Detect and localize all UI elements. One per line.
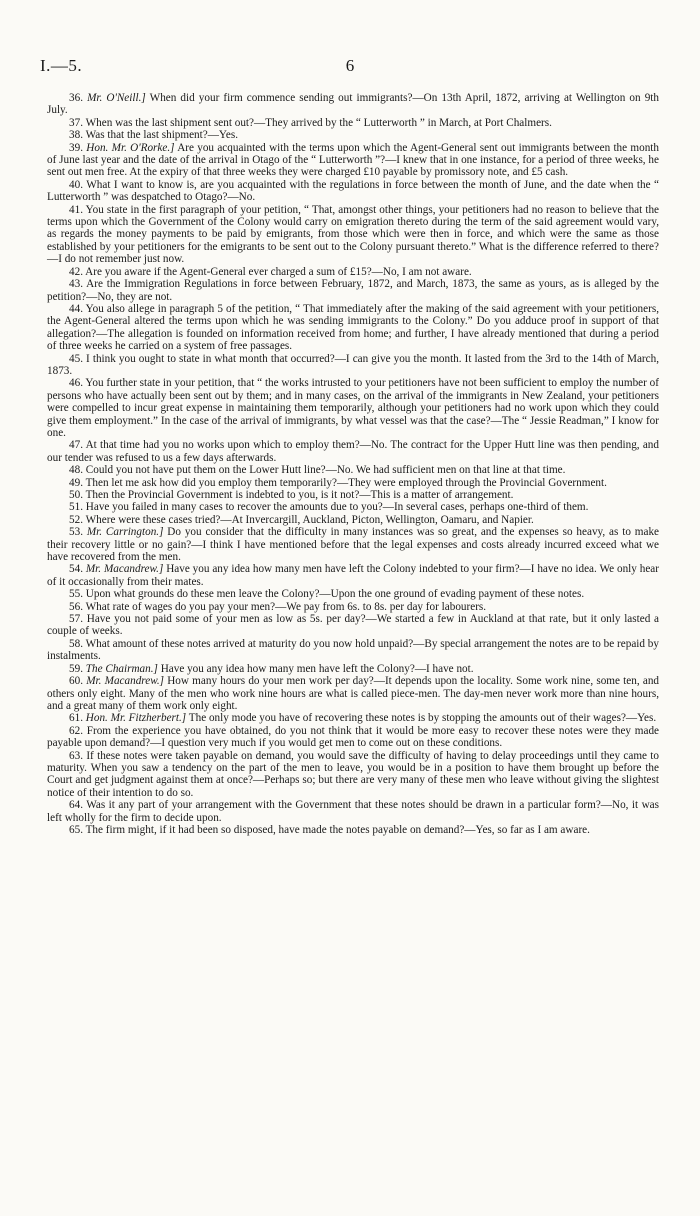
speaker-name: Hon. Mr. O'Rorke.] [86,141,175,154]
question-paragraph [47,725,659,750]
question-paragraph [47,92,659,117]
question-text: From the experience you have obtained, do you not think that it would be more easy to recover these notes were they made payable upon demand?—I question very much if you would get men to come out on these conditions. [47,724,659,750]
document-id: I.—5. [40,56,83,75]
question-text: You further state in your petition, that “ the works intrusted to your petitioners have not been sufficient to employ the number of persons who have actually been sent out by them; and in many cases, on the arrival of the immigrants in New Zealand, your petitioners were compelled to incur great expense in maintaining them temporarily, although your petitioners had no work upon which they could give them employment.” In the case of the arrival of immigrants, by what vessel was that the case?—The “ Jessie Readman,” I know for one. [47,377,659,439]
question-number: 61. [69,712,83,725]
question-text: Have you not paid some of your men as low as 5s. per day?—We started a few in Auckland at that rate, but it only lasted a couple of weeks. [47,613,659,638]
question-paragraph [47,179,659,204]
question-text: What I want to know is, are you acquainted with the regulations in force between the month of June, and the date when the “ Lutterworth ” was despatched to Otago?—No. [47,178,659,204]
question-number: 37. [69,116,83,129]
question-text: Have you any idea how many men have left the Colony indebted to your firm?—I have no idea. We only hear of it occasionally from their mates. [47,563,659,588]
question-number: 49. [69,476,83,489]
question-paragraph [47,824,659,836]
question-text: What amount of these notes arrived at maturity do you now hold unpaid?—By special arrangement the notes are to be repaid by instalments. [47,637,659,663]
question-number: 50. [69,489,83,501]
speaker-name: Mr. Macandrew.] [85,563,164,576]
question-text: Then let me ask how did you employ them temporarily?—They were employed through the Provincial Government. [85,476,607,489]
question-text: You state in the first paragraph of your petition, “ That, amongst other things, your petitioners had no reason to believe that the terms upon which the Government of the Colony would carry on emigration thereto during the term of the said agreement would vary, as regards the money payments to be paid by emigrants, from those which were then in force, and which were the same as those established by your petitioners for the emigrants to be sent out to the Colony pursuant thereto.” What is the difference referred to there?—I do not remember just now. [47,203,660,266]
question-paragraph [47,489,659,501]
speaker-name: Mr. Macandrew.] [86,675,164,688]
question-number: 46. [69,377,83,390]
question-text: Are the Immigration Regulations in force between February, 1872, and March, 1873, the same as yours, as is alleged by the petition?—No, they are not. [47,278,659,303]
question-number: 51. [69,501,83,514]
question-paragraph [47,278,659,303]
question-number: 56. [69,600,83,613]
question-text: Was that the last shipment?—Yes. [85,129,238,142]
question-paragraph [47,613,659,638]
question-paragraph [47,514,659,526]
question-text: Where were these cases tried?—At Invercargill, Auckland, Picton, Wellington, Oamaru, and Napier. [85,513,534,526]
question-text: Was it any part of your arrangement with the Government that these notes should be drawn in a particular form?—No, it was left wholly for the firm to decide upon. [47,799,659,824]
question-paragraph [47,129,659,141]
question-paragraph [47,439,659,464]
minutes-of-evidence [47,92,659,836]
question-paragraph [47,638,659,663]
question-number: 36. [69,92,83,104]
question-number: 64. [69,799,83,812]
question-number: 57. [69,613,83,626]
question-text: I think you ought to state in what month that occurred?—I can give you the month. It lasted from the 3rd to the 14th of March, 1873. [47,352,660,377]
question-text: At that time had you no works upon which to employ them?—No. The contract for the Upper Hutt line was then pending, and our tender was refused to us a few days afterwards. [47,439,659,464]
question-number: 39. [69,141,83,154]
question-text: If these notes were taken payable on demand, you would save the difficulty of having to delay proceedings until they came to maturity. When you saw a tendency on the part of the men to leave, you would be in a position to have them brought up before the Court and get judgment against them at once?—Perhaps so; but there are very many of these men who leave without giving the slightest notice of their intention to do so. [47,749,660,799]
speaker-name: The Chairman.] [85,662,158,675]
question-number: 54. [69,563,83,576]
question-number: 58. [69,637,83,650]
question-text: When did your firm commence sending out immigrants?—On 13th April, 1872, arriving at Wellington on 9th July. [47,92,659,117]
question-number: 53. [69,526,83,539]
question-paragraph [47,501,659,513]
question-number: 65. [69,823,83,836]
question-paragraph [47,675,659,712]
question-number: 47. [69,439,83,452]
question-number: 63. [69,749,83,762]
question-number: 44. [69,302,83,315]
question-paragraph [47,477,659,489]
question-paragraph [47,266,659,278]
question-number: 43. [69,278,83,291]
question-text: Do you consider that the difficulty in many instances was so great, and the expenses so heavy, as to make their recovery little or no gain?—I think I have mentioned before that the legal expenses and costs already incurred exceed what we have recovered from the men. [47,526,660,564]
question-paragraph [47,663,659,675]
question-number: 60. [69,675,83,688]
question-number: 52. [69,513,83,526]
question-text: Upon what grounds do these men leave the Colony?—Upon the one ground of evading payment of these notes. [85,588,585,601]
speaker-name: Mr. O'Neill.] [87,92,146,104]
page-header [40,56,660,76]
question-text: What rate of wages do you pay your men?—We pay from 6s. to 8s. per day for labourers. [85,600,487,613]
question-paragraph [47,353,659,378]
question-paragraph [47,117,659,129]
question-paragraph [47,204,659,266]
question-number: 38. [69,129,83,142]
question-paragraph [47,464,659,476]
question-text: Are you aware if the Agent-General ever charged a sum of £15?—No, I am not aware. [85,265,472,278]
question-text: Then the Provincial Government is indebted to you, is it not?—This is a matter of arrangement. [85,489,514,501]
question-number: 48. [69,464,83,477]
speaker-name: Hon. Mr. Fitzherbert.] [85,712,187,725]
question-number: 41. [69,203,83,216]
question-number: 55. [69,588,83,601]
page-number: 6 [345,56,355,75]
question-number: 45. [69,352,83,365]
speaker-name: Mr. Carrington.] [86,526,164,539]
question-text: Could you not have put them on the Lower Hutt line?—No. We had sufficient men on that line at that time. [85,464,566,477]
question-paragraph [47,526,659,563]
question-number: 42. [69,265,83,278]
question-number: 59. [69,662,83,675]
question-paragraph [47,563,659,588]
question-text: You also allege in paragraph 5 of the petition, “ That immediately after the making of the said agreement with your petitioners, the Agent-General altered the terms upon which he was sending immigrants to the Colony.” Do you adduce proof in support of that allegation?—The allegation is founded on information received from home; and further, I have already mentioned that during a period of three weeks he carried on a system of free passages. [47,302,659,353]
question-paragraph [47,303,659,353]
question-paragraph [47,142,659,179]
question-paragraph [47,377,659,439]
question-text: Have you failed in many cases to recover the amounts due to you?—In several cases, perhaps one-third of them. [85,501,589,514]
question-paragraph [47,799,659,824]
question-text: How many hours do your men work per day?—It depends upon the locality. Some work nine, some ten, and others only eight. Many of the men who work nine hours are what is called piece-men. The day-men never work more than nine hours, and a great many of them work only eight. [47,675,660,712]
question-text: When was the last shipment sent out?—They arrived by the “ Lutterworth ” in March, at Port Chalmers. [85,116,552,129]
question-paragraph [47,588,659,600]
question-paragraph [47,601,659,613]
question-text: The only mode you have of recovering these notes is by stopping the amounts out of their wages?—Yes. [188,712,657,725]
question-number: 40. [69,178,83,191]
question-number: 62. [69,724,83,737]
question-text: Are you acquainted with the terms upon which the Agent-General sent out immigrants between the month of June last year and the date of the arrival in Otago of the “ Lutterworth ”?—I knew that in one instance, for a period of three weeks, he sent out men free. At the expiry of that three weeks they were charged £10 payable by promissory note, and £5 cash. [47,141,660,179]
question-text: The firm might, if it had been so disposed, have made the notes payable on demand?—Yes, so far as I am aware. [85,823,590,836]
question-paragraph [47,712,659,724]
question-paragraph [47,750,659,800]
question-text: Have you any idea how many men have left the Colony?—I have not. [160,662,474,675]
